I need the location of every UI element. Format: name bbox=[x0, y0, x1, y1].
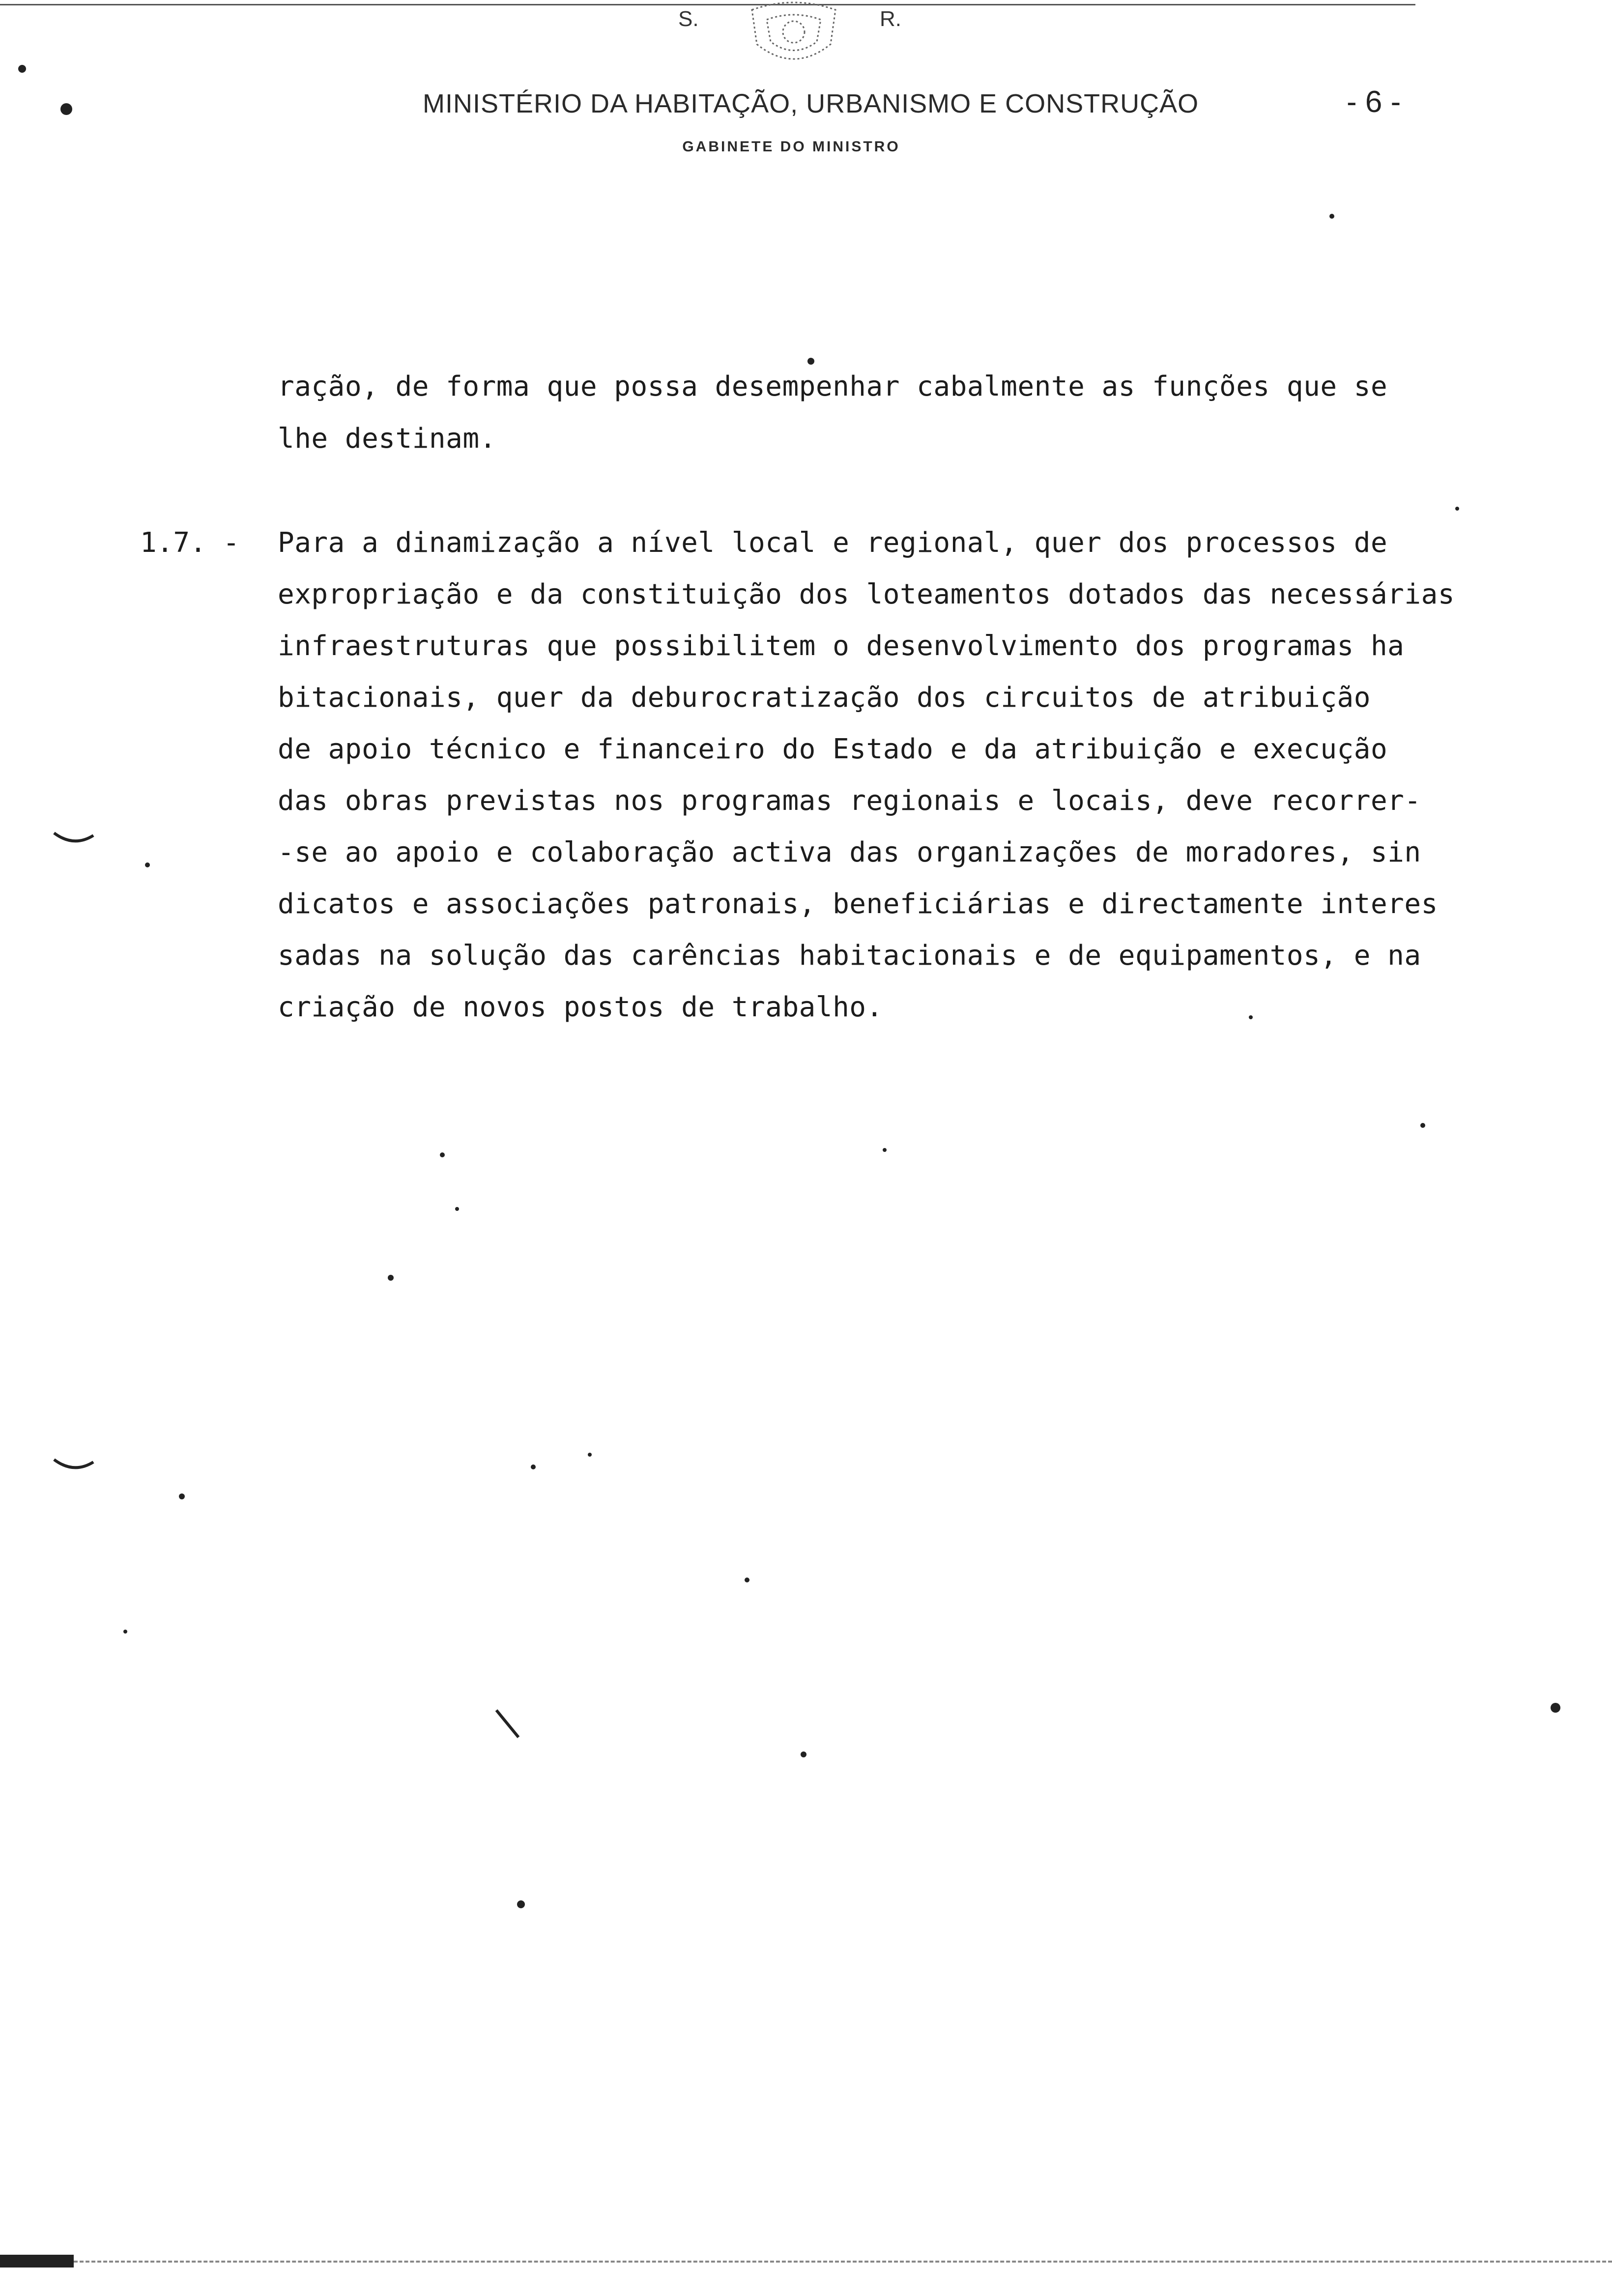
section-line: bitacionais, quer da deburocratização dos circuitos de atribuição bbox=[278, 682, 1371, 714]
seal-left-letter: S. bbox=[678, 7, 699, 31]
continuation-line: ração, de forma que possa desempenhar cabalmente as funções que se bbox=[278, 371, 1388, 402]
section-line: expropriação e da constituição dos loteamentos dotados das necessárias bbox=[278, 578, 1455, 610]
section-line: sadas na solução das carências habitacionais e de equipamentos, e na bbox=[278, 940, 1421, 972]
section-number: 1.7. - bbox=[140, 527, 240, 559]
section-line: dicatos e associações patronais, beneficiárias e directamente interes bbox=[278, 888, 1438, 920]
ministry-seal bbox=[678, 0, 973, 79]
section-line: de apoio técnico e financeiro do Estado e da atribuição e execução bbox=[278, 733, 1388, 765]
section-line: -se ao apoio e colaboração activa das organizações de moradores, sin bbox=[278, 836, 1421, 868]
page-number: - 6 - bbox=[1347, 85, 1401, 119]
section-line: das obras previstas nos programas regionais e locais, deve recorrer- bbox=[278, 785, 1421, 817]
section-line: Para a dinamização a nível local e regional, quer dos processos de bbox=[278, 527, 1388, 559]
bottom-border-line bbox=[74, 2261, 1612, 2263]
office-subtitle: GABINETE DO MINISTRO bbox=[682, 139, 900, 155]
ministry-title: MINISTÉRIO DA HABITAÇÃO, URBANISMO E CONSTRUÇÃO bbox=[423, 89, 1199, 118]
scan-edge-mark bbox=[0, 2255, 74, 2267]
section-line: infraestruturas que possibilitem o desenvolvimento dos programas ha bbox=[278, 630, 1405, 662]
continuation-line: lhe destinam. bbox=[278, 423, 496, 455]
coat-of-arms-icon bbox=[732, 0, 855, 74]
seal-right-letter: R. bbox=[880, 7, 901, 31]
section-line: criação de novos postos de trabalho. bbox=[278, 991, 883, 1023]
